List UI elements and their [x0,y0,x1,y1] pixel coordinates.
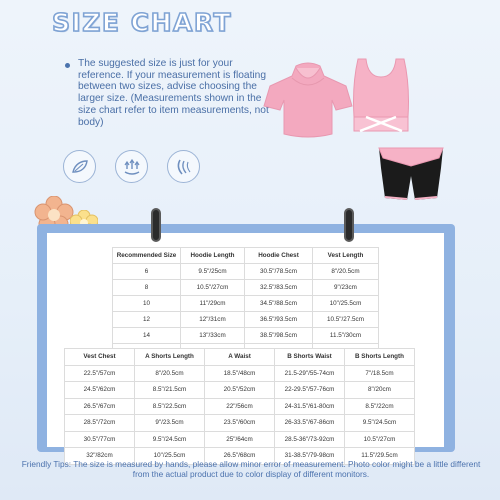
table-cell: 32.5"/83.5cm [245,280,313,296]
table-cell: 21.5-29"/55-74cm [275,365,345,382]
table-header-cell: B Shorts Length [345,349,415,366]
table-cell: 12"/31cm [181,312,245,328]
size-note: The suggested size is just for your reference. If your measurement is floating between two sizes, advise choosing the larger size. (Measurements shown in the size chart refer to item measurements, not body) [78,58,269,128]
friendly-tips: Friendly Tips: The size is measured by hands, please allow minor error of measurement. Photo color might be a little different from the actual product due to color display of different monitors. [21,459,481,480]
table-header-cell: Hoodie Length [181,248,245,264]
table-cell: 24.5"/62cm [65,382,135,399]
table-cell: 31-38.5"/79-98cm [275,448,345,465]
table-cell: 9.5"/24.5cm [135,431,205,448]
breathable-icon [115,150,148,183]
table-cell: 10.5"/27cm [181,280,245,296]
table-cell: 10.5"/27cm [345,431,415,448]
table-row [65,398,415,415]
table-cell: 13"/33cm [181,328,245,344]
table-header-row [113,248,379,264]
table-cell: 14 [113,328,181,344]
table-row [65,415,415,432]
table-cell: 26-33.5"/67-86cm [275,415,345,432]
table-cell: 18.5"/48cm [205,365,275,382]
table-cell: 22.5"/57cm [65,365,135,382]
table-header-cell: Hoodie Chest [245,248,313,264]
table-cell: 10 [113,296,181,312]
size-table-bottom [64,348,415,465]
table-cell: 20.5"/52cm [205,382,275,399]
table-cell: 30.5"/77cm [65,431,135,448]
feature-icons [63,150,200,183]
table-cell: 22"/56cm [205,398,275,415]
leaf-icon [63,150,96,183]
table-cell: 8"/20cm [345,382,415,399]
table-cell: 26.5"/68cm [205,448,275,465]
table-cell: 34.5"/88.5cm [245,296,313,312]
size-table-top [112,247,379,360]
table-cell: 8.5"/21.5cm [135,382,205,399]
table-cell: 11.5"/29.5cm [345,448,415,465]
crop-top-image [346,55,416,137]
stretch-icon [167,150,200,183]
table-cell: 9"/23cm [313,280,379,296]
table-cell: 28.5"/72cm [65,415,135,432]
table-cell: 7"/18.5cm [345,365,415,382]
table-cell: 8 [113,280,181,296]
table-row [65,365,415,382]
table-cell: 26.5"/67cm [65,398,135,415]
table-cell: 8.5"/22.5cm [135,398,205,415]
table-row [65,431,415,448]
table-cell: 38.5"/98.5cm [245,328,313,344]
table-cell: 11"/29cm [181,296,245,312]
table-cell: 9"/23.5cm [135,415,205,432]
table-cell: 28.5-36"/73-92cm [275,431,345,448]
table-header-row [65,349,415,366]
table-cell: 9.5"/24.5cm [345,415,415,432]
table-cell: 10"/25.5cm [313,296,379,312]
table-cell: 36.5"/93.5cm [245,312,313,328]
table-header-cell: Vest Chest [65,349,135,366]
table-header-cell: A Waist [205,349,275,366]
table-cell: 30.5"/78.5cm [245,264,313,280]
table-header-cell: B Shorts Waist [275,349,345,366]
table-cell: 8"/20.5cm [135,365,205,382]
table-cell: 24-31.5"/61-80cm [275,398,345,415]
note-bullet [65,63,70,68]
table-header-cell: Vest Length [313,248,379,264]
binder-clip [151,208,161,242]
table-cell: 10"/25.5cm [135,448,205,465]
table-cell: 12 [113,312,181,328]
table-cell: 8.5"/22cm [345,398,415,415]
table-row [113,312,379,328]
table-cell: 32"/82cm [65,448,135,465]
table-cell: 23.5"/60cm [205,415,275,432]
binder-clip [344,208,354,242]
page-title: SIZE CHART [52,8,233,37]
table-cell: 10.5"/27.5cm [313,312,379,328]
table-cell: 22-29.5"/57-76cm [275,382,345,399]
table-cell: 9.5"/25cm [181,264,245,280]
hoodie-image [262,62,354,142]
table-row [65,382,415,399]
table-cell: 8"/20.5cm [313,264,379,280]
table-header-cell: A Shorts Length [135,349,205,366]
table-row [113,328,379,344]
table-cell: 6 [113,264,181,280]
table-row [113,264,379,280]
table-row [113,296,379,312]
table-header-cell: Recommended Size [113,248,181,264]
table-row [113,280,379,296]
shorts-image [375,142,447,204]
table-cell: 25"/64cm [205,431,275,448]
table-cell: 11.5"/30cm [313,328,379,344]
